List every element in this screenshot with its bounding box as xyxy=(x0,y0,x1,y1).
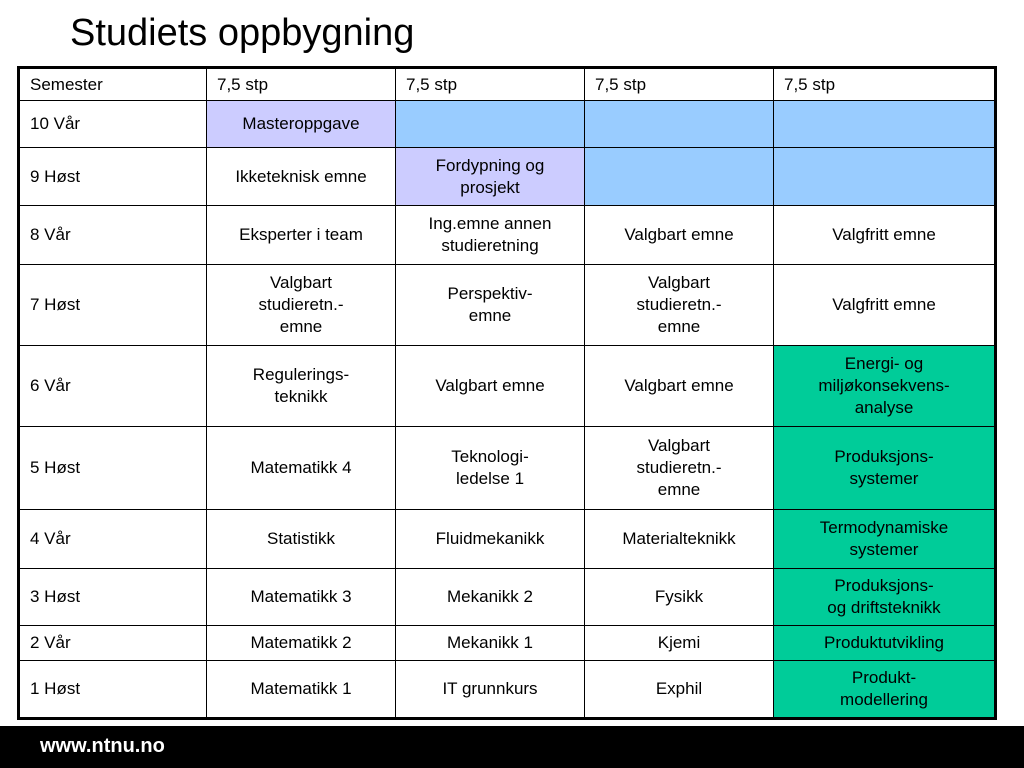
course-cell: Masteroppgave xyxy=(207,101,396,148)
course-cell: Teknologi- ledelse 1 xyxy=(396,427,585,510)
header-row xyxy=(19,68,996,101)
course-cell: Matematikk 2 xyxy=(207,626,396,661)
semester-cell: 1 Høst xyxy=(19,661,207,719)
header-credits: 7,5 stp xyxy=(207,68,396,101)
header-credits: 7,5 stp xyxy=(774,68,996,101)
table-row xyxy=(19,265,996,346)
course-cell: Fordypning og prosjekt xyxy=(396,148,585,206)
course-cell: Mekanikk 2 xyxy=(396,569,585,626)
semester-cell: 2 Vår xyxy=(19,626,207,661)
course-cell: Matematikk 3 xyxy=(207,569,396,626)
semester-cell: 9 Høst xyxy=(19,148,207,206)
course-cell xyxy=(774,101,996,148)
course-cell: IT grunnkurs xyxy=(396,661,585,719)
header-semester: Semester xyxy=(19,68,207,101)
semester-cell: 3 Høst xyxy=(19,569,207,626)
course-cell: Perspektiv- emne xyxy=(396,265,585,346)
semester-cell: 10 Vår xyxy=(19,101,207,148)
course-cell: Valgfritt emne xyxy=(774,206,996,265)
course-cell: Matematikk 4 xyxy=(207,427,396,510)
footer-bar xyxy=(0,726,1024,768)
course-cell: Eksperter i team xyxy=(207,206,396,265)
course-cell xyxy=(396,101,585,148)
header-credits: 7,5 stp xyxy=(396,68,585,101)
course-cell: Exphil xyxy=(585,661,774,719)
study-plan-table xyxy=(17,66,997,720)
course-cell: Statistikk xyxy=(207,510,396,569)
course-cell: Valgfritt emne xyxy=(774,265,996,346)
semester-cell: 4 Vår xyxy=(19,510,207,569)
course-cell: Valgbart studieretn.- emne xyxy=(207,265,396,346)
course-cell: Valgbart studieretn.- emne xyxy=(585,265,774,346)
course-cell: Valgbart emne xyxy=(585,206,774,265)
semester-cell: 5 Høst xyxy=(19,427,207,510)
table-row xyxy=(19,101,996,148)
course-cell: Produkt- modellering xyxy=(774,661,996,719)
course-cell: Kjemi xyxy=(585,626,774,661)
course-cell: Matematikk 1 xyxy=(207,661,396,719)
course-cell: Produktutvikling xyxy=(774,626,996,661)
table-row xyxy=(19,148,996,206)
course-cell: Valgbart emne xyxy=(585,346,774,427)
page-title: Studiets oppbygning xyxy=(70,12,415,54)
course-cell xyxy=(774,148,996,206)
course-cell: Regulerings- teknikk xyxy=(207,346,396,427)
course-cell: Termodynamiske systemer xyxy=(774,510,996,569)
course-cell: Fysikk xyxy=(585,569,774,626)
table-row xyxy=(19,569,996,626)
table-row xyxy=(19,346,996,427)
course-cell xyxy=(585,101,774,148)
course-cell: Valgbart emne xyxy=(396,346,585,427)
course-cell: Fluidmekanikk xyxy=(396,510,585,569)
table-row xyxy=(19,626,996,661)
course-cell: Mekanikk 1 xyxy=(396,626,585,661)
course-cell: Materialteknikk xyxy=(585,510,774,569)
table-row xyxy=(19,206,996,265)
semester-cell: 8 Vår xyxy=(19,206,207,265)
header-credits: 7,5 stp xyxy=(585,68,774,101)
course-cell: Produksjons- og driftsteknikk xyxy=(774,569,996,626)
course-cell xyxy=(585,148,774,206)
semester-cell: 6 Vår xyxy=(19,346,207,427)
semester-cell: 7 Høst xyxy=(19,265,207,346)
table-row xyxy=(19,510,996,569)
course-cell: Produksjons- systemer xyxy=(774,427,996,510)
course-cell: Ikketeknisk emne xyxy=(207,148,396,206)
course-cell: Valgbart studieretn.- emne xyxy=(585,427,774,510)
course-cell: Energi- og miljøkonsekvens- analyse xyxy=(774,346,996,427)
table-row xyxy=(19,661,996,719)
course-cell: Ing.emne annen studieretning xyxy=(396,206,585,265)
table-row xyxy=(19,427,996,510)
footer-url: www.ntnu.no xyxy=(40,735,165,757)
